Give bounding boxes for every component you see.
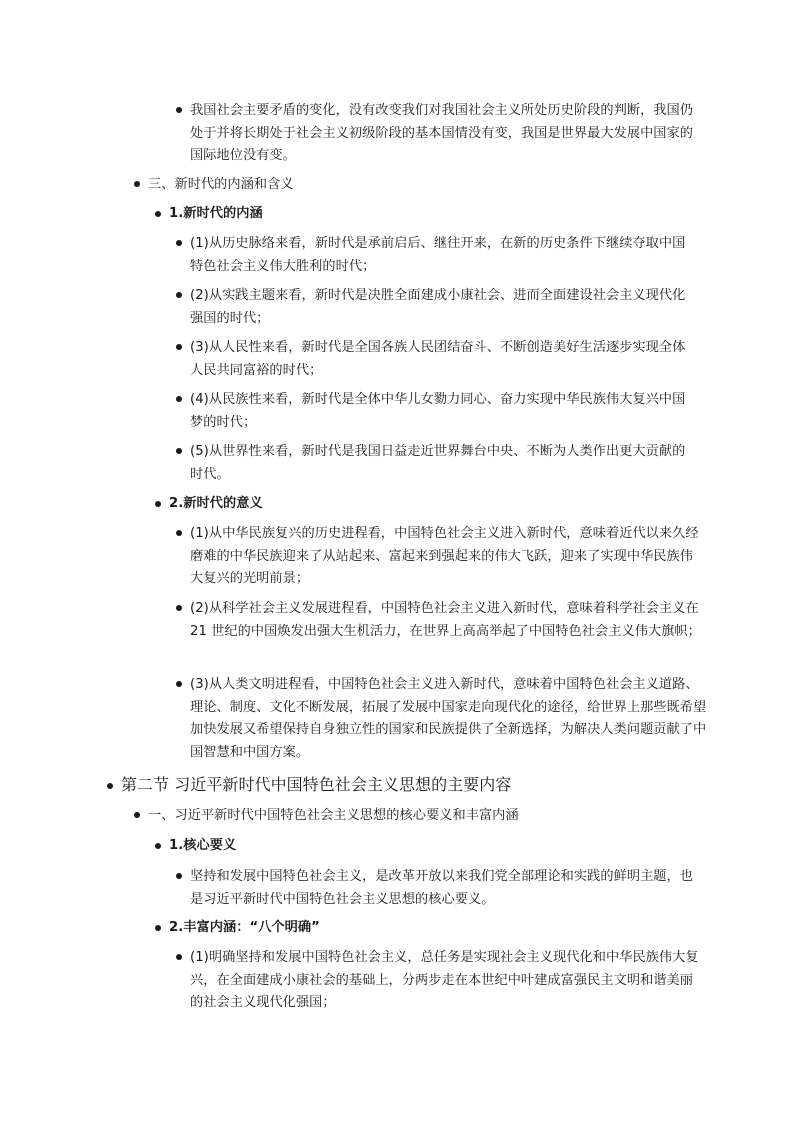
list-item bbox=[190, 100, 702, 168]
heading-text: 1.核心要义 bbox=[169, 838, 237, 853]
paragraph-text: (2)从科学社会主义发展进程看，中国特色社会主义进入新时代，意味着科学社会主义在 21 世纪的中国焕发出强大生机活力，在世界上高高举起了中国特色社会主义伟大旗帜； bbox=[190, 601, 701, 639]
paragraph-text: (1)从历史脉络来看，新时代是承前启后、继往开来，在新的历史条件下继续夺取中国特色社会主义伟大胜利的时代； bbox=[190, 236, 686, 274]
paragraph-text: (4)从民族性来看，新时代是全体中华儿女勠力同心、奋力实现中华民族伟大复兴中国梦的时代； bbox=[190, 392, 686, 430]
heading-text: 2.新时代的意义 bbox=[169, 496, 263, 511]
list-item bbox=[190, 441, 690, 486]
list-item bbox=[190, 598, 702, 643]
bullet-icon bbox=[155, 501, 161, 507]
list-item bbox=[190, 337, 690, 382]
list-item bbox=[190, 285, 690, 330]
bullet-icon bbox=[176, 873, 182, 879]
bullet-icon bbox=[176, 530, 182, 536]
bullet-icon bbox=[176, 448, 182, 454]
bullet-icon bbox=[107, 783, 113, 789]
list-item bbox=[190, 389, 690, 434]
paragraph-text: 我国社会主要矛盾的变化，没有改变我们对我国社会主义所处历史阶段的判断，我国仍处于并将长期处于社会主义初级阶段的基本国情没有变，我国是世界最大发展中国家的国际地位没有变。 bbox=[190, 103, 694, 163]
bullet-icon bbox=[176, 954, 182, 960]
outline-heading-level2 bbox=[169, 836, 709, 856]
outline-heading-level2 bbox=[169, 204, 709, 224]
outline-heading-level1 bbox=[148, 806, 708, 826]
paragraph-text: (1)明确坚持和发展中国特色社会主义，总任务是实现社会主义现代化和中华民族伟大复兴，在全面建成小康社会的基础上，分两步走在本世纪中叶建成富强民主文明和谐美丽的社会主义现代化强国； bbox=[190, 950, 699, 1010]
outline-heading-level2 bbox=[169, 494, 709, 514]
list-item bbox=[190, 674, 710, 764]
paragraph-text: (5)从世界性来看，新时代是我国日益走近世界舞台中央、不断为人类作出更大贡献的时代。 bbox=[190, 444, 686, 482]
bullet-icon bbox=[155, 211, 161, 217]
bullet-icon bbox=[176, 396, 182, 402]
heading-text: 2.丰富内涵：“八个明确” bbox=[169, 920, 320, 935]
bullet-icon bbox=[176, 107, 182, 113]
heading-text: 1.新时代的内涵 bbox=[169, 206, 263, 221]
paragraph-text: (1)从中华民族复兴的历史进程看，中国特色社会主义进入新时代，意味着近代以来久经磨难的中华民族迎来了从站起来、富起来到强起来的伟大飞跃，迎来了实现中华民族伟大复兴的光明前景； bbox=[190, 526, 699, 586]
paragraph-text: 坚持和发展中国特色社会主义，是改革开放以来我们党全部理论和实践的鲜明主题，也是习近平新时代中国特色社会主义思想的核心要义。 bbox=[190, 869, 694, 907]
bullet-icon bbox=[176, 681, 182, 687]
bullet-icon bbox=[134, 812, 140, 818]
paragraph-text: (3)从人类文明进程看，中国特色社会主义进入新时代，意味着中国特色社会主义道路、理论、制度、文化不断发展，拓展了发展中国家走向现代化的途径，给世界上那些既希望加快发展又希望保持自身独立性的国家和民族提供了全新选择，为解决人类问题贡献了中国智慧和中国方案。 bbox=[190, 677, 707, 760]
list-item bbox=[190, 523, 702, 591]
heading-text: 一、习近平新时代中国特色社会主义思想的核心要义和丰富内涵 bbox=[148, 808, 519, 823]
bullet-icon bbox=[176, 292, 182, 298]
bullet-icon bbox=[176, 344, 182, 350]
heading-text: 三、新时代的内涵和含义 bbox=[148, 177, 294, 192]
list-item bbox=[190, 947, 702, 1015]
list-item bbox=[190, 233, 690, 278]
list-item bbox=[190, 866, 702, 911]
bullet-icon bbox=[176, 240, 182, 246]
paragraph-text: (2)从实践主题来看，新时代是决胜全面建成小康社会、进而全面建设社会主义现代化强国的时代； bbox=[190, 288, 686, 326]
bullet-icon bbox=[155, 843, 161, 849]
bullet-icon bbox=[155, 925, 161, 931]
paragraph-text: (3)从人民性来看，新时代是全国各族人民团结奋斗、不断创造美好生活逐步实现全体人民共同富裕的时代； bbox=[190, 340, 686, 378]
outline-heading-level2 bbox=[169, 918, 709, 938]
heading-text: 第二节 习近平新时代中国特色社会主义思想的主要内容 bbox=[121, 775, 512, 794]
outline-heading-level1 bbox=[148, 175, 708, 195]
bullet-icon bbox=[176, 605, 182, 611]
bullet-icon bbox=[134, 181, 140, 187]
section-heading bbox=[121, 774, 721, 796]
